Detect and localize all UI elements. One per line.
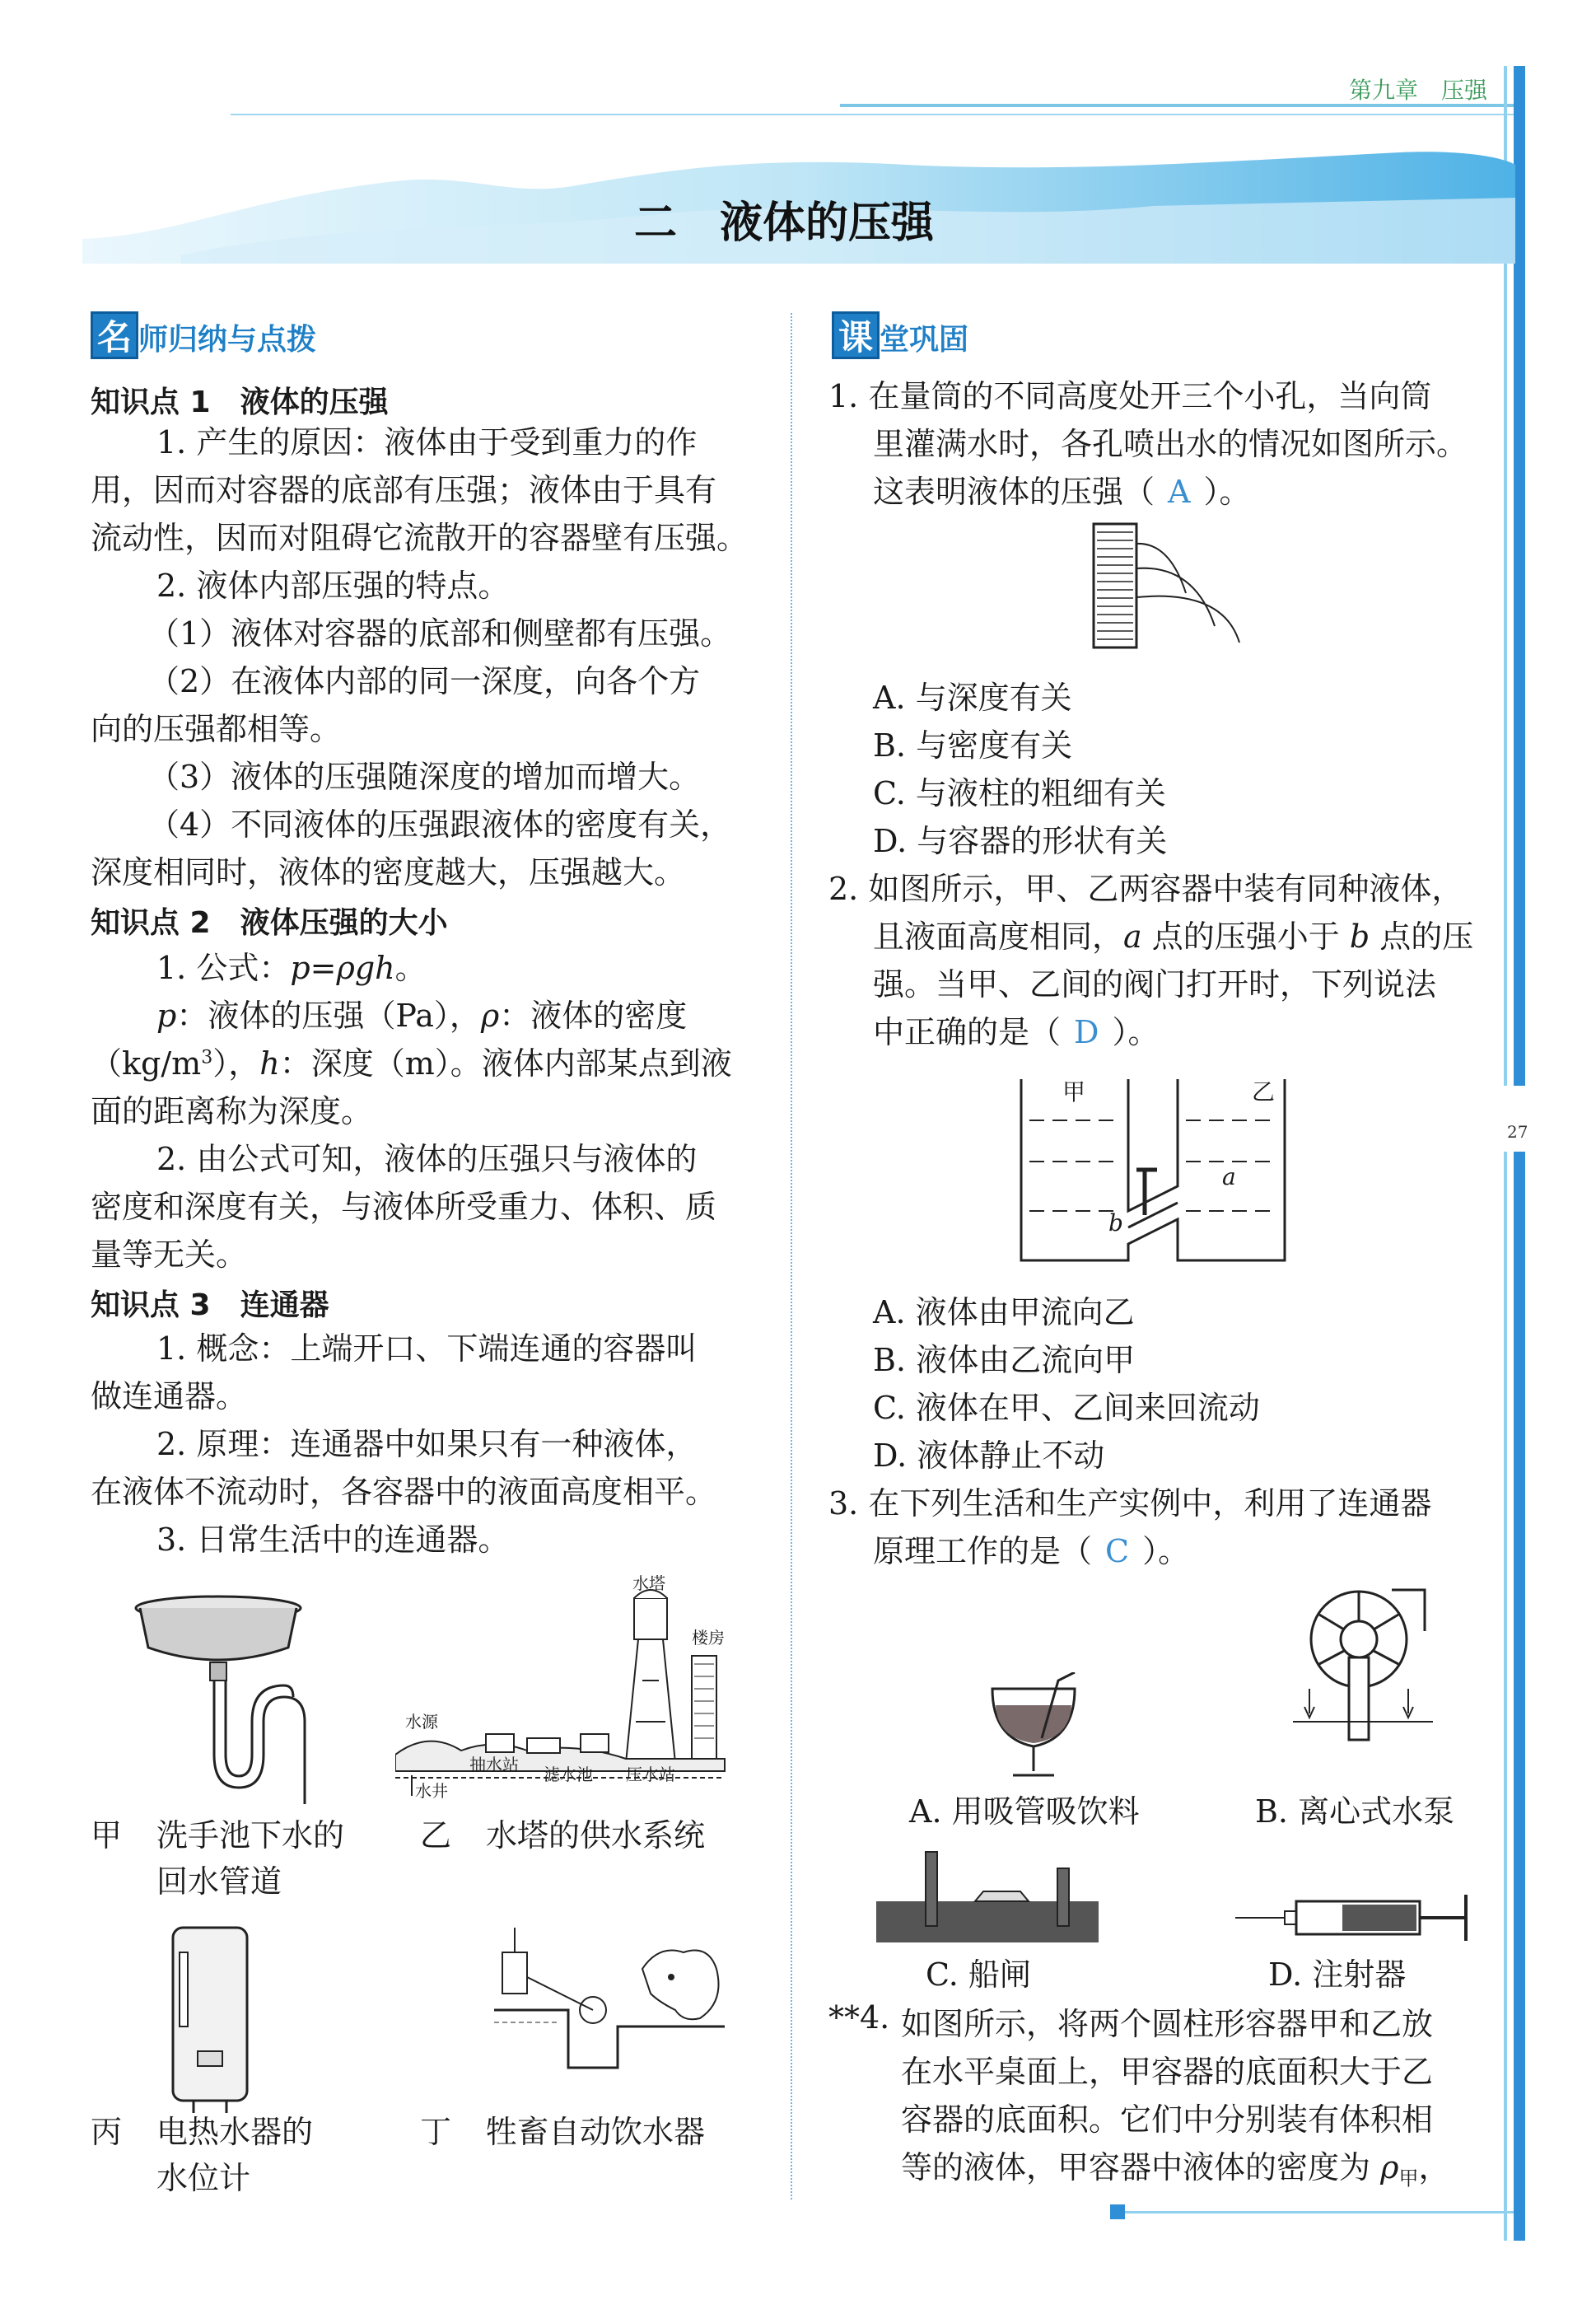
unit-a: （kg/m bbox=[91, 1045, 202, 1082]
q1-option-c: C. 与液柱的粗细有关 bbox=[873, 775, 1166, 811]
var-p: p bbox=[156, 998, 177, 1034]
q2-fig-a: a bbox=[1222, 1163, 1236, 1190]
section-title-right: 堂巩固 bbox=[880, 323, 969, 357]
q2-line-4 bbox=[873, 1008, 1160, 1056]
graduated-cylinder-figure bbox=[1087, 519, 1244, 651]
q1-line-1: 1. 在量筒的不同高度处开三个小孔，当向筒 bbox=[828, 378, 1432, 414]
kp2-formula-line bbox=[156, 944, 427, 992]
section-title-left: 师归纳与点拨 bbox=[138, 323, 317, 357]
syringe-figure bbox=[1235, 1886, 1482, 1944]
centrifugal-pump-figure bbox=[1293, 1582, 1433, 1746]
q1-option-d: D. 与容器的形状有关 bbox=[873, 823, 1168, 859]
kp1-line-5: （1）液体对容器的底部和侧壁都有压强。 bbox=[148, 615, 732, 652]
sink-drain-figure bbox=[132, 1590, 313, 1804]
q1-last-a: 这表明液体的压强（ bbox=[873, 474, 1155, 510]
q4-prefix: **4. bbox=[828, 1999, 890, 2036]
q4-rho-sub: 甲 bbox=[1398, 2167, 1419, 2190]
label-press: 压水站 bbox=[626, 1765, 675, 1784]
column-divider bbox=[791, 313, 792, 2199]
q4-last-b: ， bbox=[1418, 2149, 1450, 2185]
right-margin-bar-inner bbox=[1504, 66, 1507, 2241]
q3-option-b: B. 离心式水泵 bbox=[1255, 1793, 1455, 1830]
kp3-line-5: 3. 日常生活中的连通器。 bbox=[156, 1522, 510, 1558]
label-pump: 抽水站 bbox=[469, 1755, 519, 1774]
kp1-line-2: 用，因而对容器的底部有压强；液体由于具有 bbox=[91, 472, 717, 508]
q1-line-2: 里灌满水时，各孔喷出水的情况如图所示。 bbox=[873, 426, 1468, 462]
label-filter: 滤水池 bbox=[544, 1765, 593, 1784]
q4-line-1: 如图所示，将两个圆柱形容器甲和乙放 bbox=[901, 2006, 1434, 2042]
kp2-title: 知识点 2 液体压强的大小 bbox=[91, 906, 448, 940]
q2-var-a: a bbox=[1123, 919, 1142, 955]
caption-jia-mark: 甲 bbox=[91, 1817, 123, 1854]
def-text-a: ：液体的压强（Pa）， bbox=[176, 998, 481, 1034]
water-heater-figure bbox=[165, 1919, 255, 2117]
q2-l2-b: 点的压强小于 bbox=[1141, 919, 1350, 955]
q3-line-1: 3. 在下列生活和生产实例中，利用了连通器 bbox=[828, 1485, 1432, 1522]
kp1-line-3: 流动性，因而对阻碍它流散开的容器壁有压强。 bbox=[91, 520, 749, 556]
unit-exp: 3 bbox=[201, 1047, 213, 1068]
ship-lock-figure bbox=[876, 1844, 1099, 1942]
q3-option-d: D. 注射器 bbox=[1268, 1956, 1407, 1993]
q2-option-c: C. 液体在甲、乙间来回流动 bbox=[873, 1390, 1260, 1426]
q4-line-2: 在水平桌面上，甲容器的底面积大于乙 bbox=[901, 2054, 1434, 2090]
q1-option-b: B. 与密度有关 bbox=[873, 727, 1073, 764]
formula-prefix: 1. 公式： bbox=[156, 950, 291, 986]
top-thin-line bbox=[231, 114, 1515, 115]
q2-option-d: D. 液体静止不动 bbox=[873, 1437, 1105, 1474]
q1-option-a: A. 与深度有关 bbox=[873, 680, 1072, 716]
page-number-tab bbox=[1504, 1086, 1537, 1152]
kp1-title: 知识点 1 液体的压强 bbox=[91, 386, 389, 419]
q1-last-b: ）。 bbox=[1203, 474, 1251, 510]
q2-l4-a: 中正确的是（ bbox=[873, 1014, 1062, 1050]
livestock-drinker-figure bbox=[494, 1919, 725, 2084]
formula: p=ρgh bbox=[290, 950, 395, 986]
q4-last-a: 等的液体，甲容器中液体的密度为 bbox=[901, 2149, 1381, 2185]
chapter-header: 第九章 压强 bbox=[1349, 77, 1488, 104]
q3-option-c: C. 船闸 bbox=[926, 1956, 1031, 1993]
kp2-line-d: 量等无关。 bbox=[91, 1236, 248, 1273]
caption-bing-line2: 水位计 bbox=[156, 2160, 251, 2196]
q2-option-a: A. 液体由甲流向乙 bbox=[873, 1294, 1135, 1330]
kp3-title: 知识点 3 连通器 bbox=[91, 1288, 329, 1322]
label-building: 楼房 bbox=[692, 1628, 725, 1648]
kp2-line-a: 面的距离称为深度。 bbox=[91, 1093, 373, 1129]
kp3-line-1: 1. 概念：上端开口、下端连通的容器叫 bbox=[156, 1330, 698, 1367]
q4-line-4 bbox=[901, 2143, 1449, 2191]
q2-fig-yi: 乙 bbox=[1252, 1078, 1276, 1106]
kp1-line-1: 1. 产生的原因：液体由于受到重力的作 bbox=[156, 424, 698, 460]
page-title: 二 液体的压强 bbox=[634, 199, 935, 248]
kp1-line-6: （2）在液体内部的同一深度，向各个方 bbox=[148, 663, 701, 699]
section-badge-ming: 名 bbox=[91, 311, 138, 359]
kp1-line-4: 2. 液体内部压强的特点。 bbox=[156, 568, 510, 604]
q3-l2-b: ）。 bbox=[1142, 1533, 1190, 1569]
label-well: 水井 bbox=[415, 1781, 448, 1801]
formula-suffix: 。 bbox=[394, 950, 427, 986]
kp1-line-8: （3）液体的压强随深度的增加而增大。 bbox=[148, 759, 701, 795]
kp1-line-10: 深度相同时，液体的密度越大，压强越大。 bbox=[91, 854, 686, 891]
q1-line-3 bbox=[873, 468, 1250, 516]
q2-line-2 bbox=[873, 913, 1473, 961]
right-margin-bar bbox=[1514, 66, 1525, 2241]
section-badge-ke: 课 bbox=[832, 311, 880, 359]
q2-fig-b: b bbox=[1108, 1209, 1123, 1236]
q1-answer: A bbox=[1168, 474, 1191, 510]
def-text-b: ：液体的密度 bbox=[499, 998, 688, 1034]
q3-option-a: A. 用吸管吸饮料 bbox=[909, 1793, 1140, 1830]
q4-rho: ρ bbox=[1380, 2149, 1399, 2185]
caption-ding-line1: 牲畜自动饮水器 bbox=[486, 2114, 706, 2150]
q2-l2-a: 且液面高度相同， bbox=[873, 919, 1124, 955]
q2-l4-b: ）。 bbox=[1112, 1014, 1160, 1050]
q2-var-b: b bbox=[1349, 919, 1370, 955]
q2-line-1: 2. 如图所示，甲、乙两容器中装有同种液体， bbox=[828, 871, 1463, 907]
q2-line-3: 强。当甲、乙间的阀门打开时，下列说法 bbox=[873, 966, 1437, 1003]
caption-jia-line2: 回水管道 bbox=[156, 1863, 282, 1900]
def-text-c: ：深度（m）。液体内部某点到液 bbox=[279, 1045, 732, 1082]
page-number: 27 bbox=[1507, 1122, 1528, 1142]
caption-yi-line1: 水塔的供水系统 bbox=[486, 1817, 706, 1854]
kp3-line-4: 在液体不流动时，各容器中的液面高度相平。 bbox=[91, 1474, 717, 1510]
bottom-square bbox=[1110, 2204, 1125, 2219]
kp2-line-c: 密度和深度有关，与液体所受重力、体积、质 bbox=[91, 1189, 717, 1225]
q2-answer: D bbox=[1074, 1014, 1099, 1050]
left-section-header bbox=[91, 311, 316, 359]
label-tower: 水塔 bbox=[632, 1573, 665, 1593]
caption-bing-mark: 丙 bbox=[91, 2114, 123, 2150]
var-h: h bbox=[259, 1045, 280, 1082]
caption-ding-mark: 丁 bbox=[420, 2114, 452, 2150]
unit-b: ）， bbox=[212, 1045, 260, 1082]
caption-bing-line1: 电热水器的 bbox=[156, 2114, 314, 2150]
q2-fig-jia: 甲 bbox=[1062, 1078, 1086, 1106]
kp3-line-2: 做连通器。 bbox=[91, 1378, 248, 1414]
q4-line-3: 容器的底面积。它们中分别装有体积相 bbox=[901, 2101, 1434, 2138]
caption-jia-line1: 洗手池下水的 bbox=[156, 1817, 345, 1854]
right-section-header bbox=[832, 311, 968, 359]
kp1-line-9: （4）不同液体的压强跟液体的密度有关， bbox=[148, 806, 732, 843]
q2-option-b: B. 液体由乙流向甲 bbox=[873, 1342, 1136, 1378]
kp2-unit-line bbox=[91, 1040, 732, 1087]
bottom-line bbox=[1125, 2211, 1514, 2213]
var-rho: ρ bbox=[480, 998, 500, 1034]
kp1-line-7: 向的压强都相等。 bbox=[91, 711, 342, 747]
caption-yi-mark: 乙 bbox=[420, 1817, 452, 1854]
label-source: 水源 bbox=[405, 1712, 438, 1732]
q2-l2-c: 点的压 bbox=[1370, 919, 1474, 955]
q3-answer: C bbox=[1105, 1533, 1130, 1569]
drinking-straw-figure bbox=[984, 1672, 1091, 1788]
q3-line-2 bbox=[873, 1527, 1189, 1575]
kp3-line-3: 2. 原理：连通器中如果只有一种液体， bbox=[156, 1426, 698, 1462]
kp2-line-b: 2. 由公式可知，液体的压强只与液体的 bbox=[156, 1141, 698, 1177]
kp2-def-line bbox=[156, 992, 687, 1040]
q3-l2-a: 原理工作的是（ bbox=[873, 1533, 1093, 1569]
